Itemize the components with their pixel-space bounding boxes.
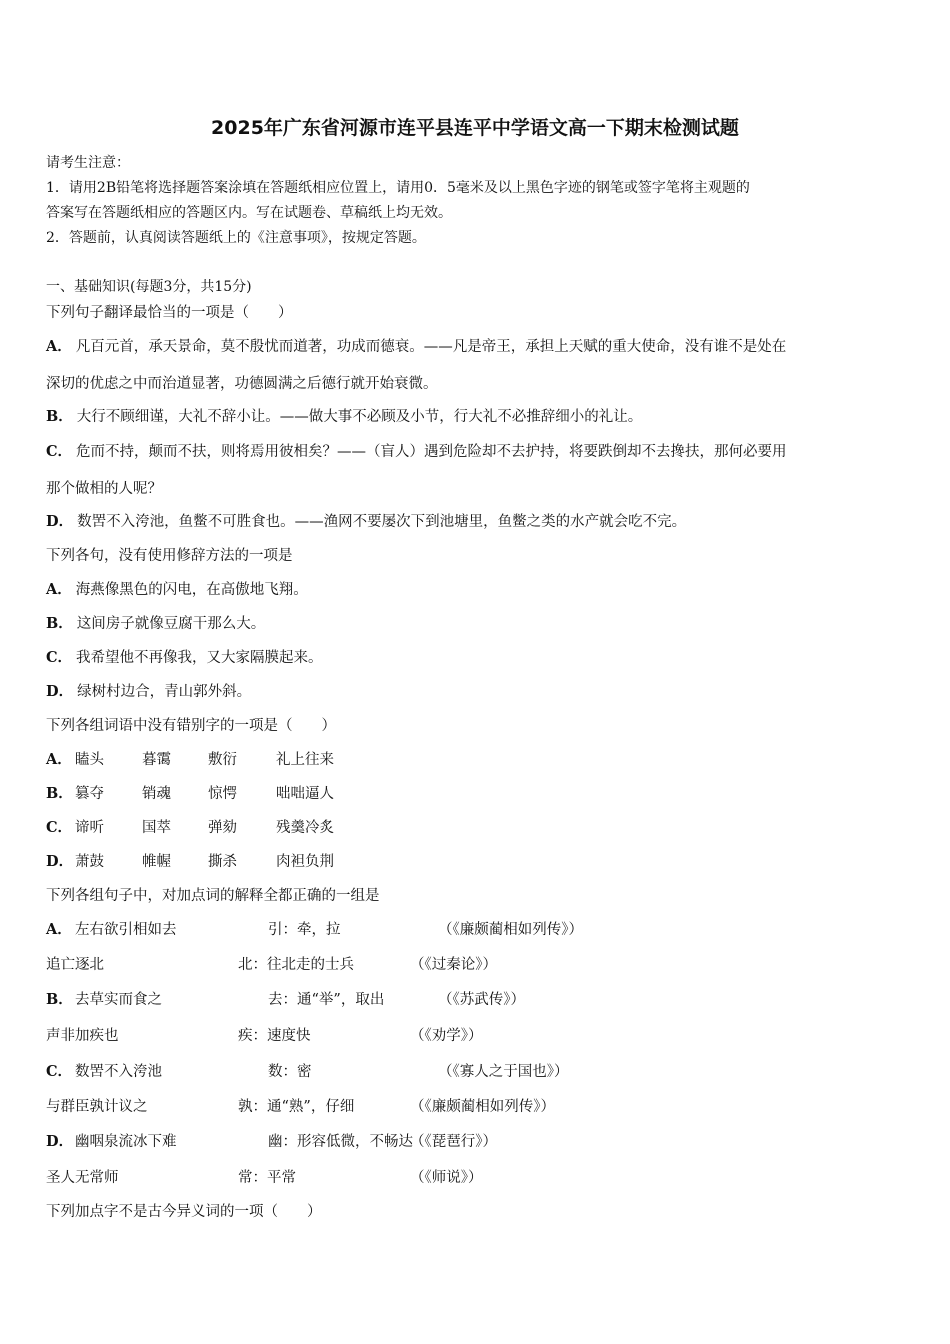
option-text: 凡百元首，承天景命，莫不殷忧而道著，功成而德衰。——凡是帝王，承担上天赋的重大使命，没有谁不是处在 (75, 339, 787, 355)
question-1-stem: 下列句子翻译最恰当的一项是（ ） (46, 305, 293, 321)
question-3-stem: 下列各组词语中没有错别字的一项是（ ） (46, 718, 336, 734)
word: 篡夺 (75, 786, 104, 802)
question-1-option-a (46, 335, 786, 356)
gloss: 幽：形容低微，不畅达 (268, 1134, 413, 1150)
question-1-option-a-cont: 深切的优虑之中而治道显著，功德圆满之后德行就开始衰微。 (46, 376, 438, 392)
page-title: 2025年广东省河源市连平县连平中学语文高一下期末检测试题 (211, 117, 739, 139)
option-text: 海燕像黑色的闪电，在高傲地飞翔。 (75, 582, 308, 598)
word: 瞌头 (75, 752, 104, 768)
word: 销魂 (142, 786, 171, 802)
question-2-option-a (46, 578, 308, 599)
question-2-option-c (46, 646, 323, 667)
question-1-option-c-cont: 那个做相的人呢？ (46, 481, 162, 497)
word: 帷幄 (142, 854, 171, 870)
notice-item-1-line-1: 1．请用2B铅笔将选择题答案涂填在答题纸相应位置上，请用0．5毫米及以上黑色字迹的钢笔或签字笔将主观题的 (46, 180, 750, 196)
option-text: 数罟不入洿池，鱼鳖不可胜食也。——渔网不要屡次下到池塘里，鱼鳖之类的水产就会吃不完。 (77, 514, 687, 530)
source: （《琵琶行》） (410, 1134, 497, 1150)
source: （《过秦论》） (410, 957, 497, 973)
word: 萧鼓 (75, 854, 104, 870)
option-label: B． (46, 408, 73, 425)
question-2-option-b (46, 612, 265, 633)
question-3-option-a-label: A． (46, 751, 72, 768)
gloss: 北：往北走的士兵 (238, 957, 354, 973)
source: （《苏武传》） (438, 992, 525, 1008)
option-label: B． (46, 615, 73, 632)
gloss: 孰：通“熟”，仔细 (238, 1099, 355, 1115)
option-label: A． (46, 581, 72, 598)
sentence: 追亡逐北 (46, 957, 104, 973)
source: （《寡人之于国也》） (438, 1064, 569, 1080)
gloss: 疾：速度快 (238, 1028, 311, 1044)
word: 国萃 (142, 820, 171, 836)
option-text: 这间房子就像豆腐干那么大。 (76, 616, 266, 632)
question-2-stem: 下列各句，没有使用修辞方法的一项是 (46, 548, 293, 564)
word: 撕杀 (208, 854, 237, 870)
question-4-option-b-label: B． (46, 991, 73, 1008)
sentence: 圣人无常师 (46, 1170, 119, 1186)
question-3-option-b-label: B． (46, 785, 73, 802)
sentence: 左右欲引相如去 (75, 922, 177, 938)
word: 暮霭 (142, 752, 171, 768)
word: 敷衍 (208, 752, 237, 768)
sentence: 去草实而食之 (75, 992, 162, 1008)
gloss: 数：密 (268, 1064, 312, 1080)
word: 惊愕 (208, 786, 237, 802)
option-label: D． (46, 513, 74, 530)
notice-item-2: 2．答题前，认真阅读答题纸上的《注意事项》，按规定答题。 (46, 230, 426, 246)
option-label: C． (46, 649, 73, 666)
sentence: 与群臣孰计议之 (46, 1099, 148, 1115)
question-3-option-d-label: D． (46, 853, 74, 870)
question-2-option-d (46, 680, 251, 701)
sentence: 数罟不入洿池 (75, 1064, 162, 1080)
source: （《廉颇蔺相如列传》） (410, 1099, 555, 1115)
question-1-option-b (46, 405, 642, 426)
option-label: C． (46, 443, 73, 460)
question-5-stem: 下列加点字不是古今异义词的一项（ ） (46, 1204, 322, 1220)
question-4-option-d-label: D． (46, 1133, 74, 1150)
word: 礼上往来 (276, 752, 334, 768)
sentence: 幽咽泉流冰下难 (75, 1134, 177, 1150)
question-1-option-c (46, 440, 787, 461)
question-1-option-d (46, 510, 686, 531)
word: 弹劾 (208, 820, 237, 836)
word: 肉袒负荆 (276, 854, 334, 870)
notice-heading: 请考生注意： (46, 155, 130, 171)
gloss: 引：牵，拉 (268, 922, 341, 938)
question-3-option-c-label: C． (46, 819, 73, 836)
notice-item-1-line-2: 答案写在答题纸相应的答题区内。写在试题卷、草稿纸上均无效。 (46, 205, 452, 221)
source: （《师说》） (410, 1170, 483, 1186)
section-heading: 一、基础知识(每题3分，共15分) (46, 279, 252, 295)
option-text: 绿树村边合，青山郭外斜。 (77, 684, 252, 700)
option-text: 危而不持，颠而不扶，则将焉用彼相矣？——（盲人）遇到危险却不去护持，将要跌倒却不去搀扶，那何必要用 (76, 444, 787, 460)
word: 咄咄逼人 (276, 786, 334, 802)
question-4-option-a-label: A． (46, 921, 72, 938)
option-text: 我希望他不再像我，又大家隔膜起来。 (76, 650, 323, 666)
word: 残羹冷炙 (276, 820, 334, 836)
option-text: 大行不顾细谨，大礼不辞小让。——做大事不必顾及小节，行大礼不必推辞细小的礼让。 (76, 409, 643, 425)
word: 谛听 (75, 820, 104, 836)
question-4-option-c-label: C． (46, 1063, 73, 1080)
question-4-stem: 下列各组句子中，对加点词的解释全都正确的一组是 (46, 888, 380, 904)
gloss: 常：平常 (238, 1170, 296, 1186)
source: （《廉颇蔺相如列传》） (438, 922, 583, 938)
option-label: D． (46, 683, 74, 700)
source: （《劝学》） (410, 1028, 483, 1044)
sentence: 声非加疾也 (46, 1028, 119, 1044)
gloss: 去：通“举”，取出 (268, 992, 385, 1008)
option-label: A． (46, 338, 72, 355)
